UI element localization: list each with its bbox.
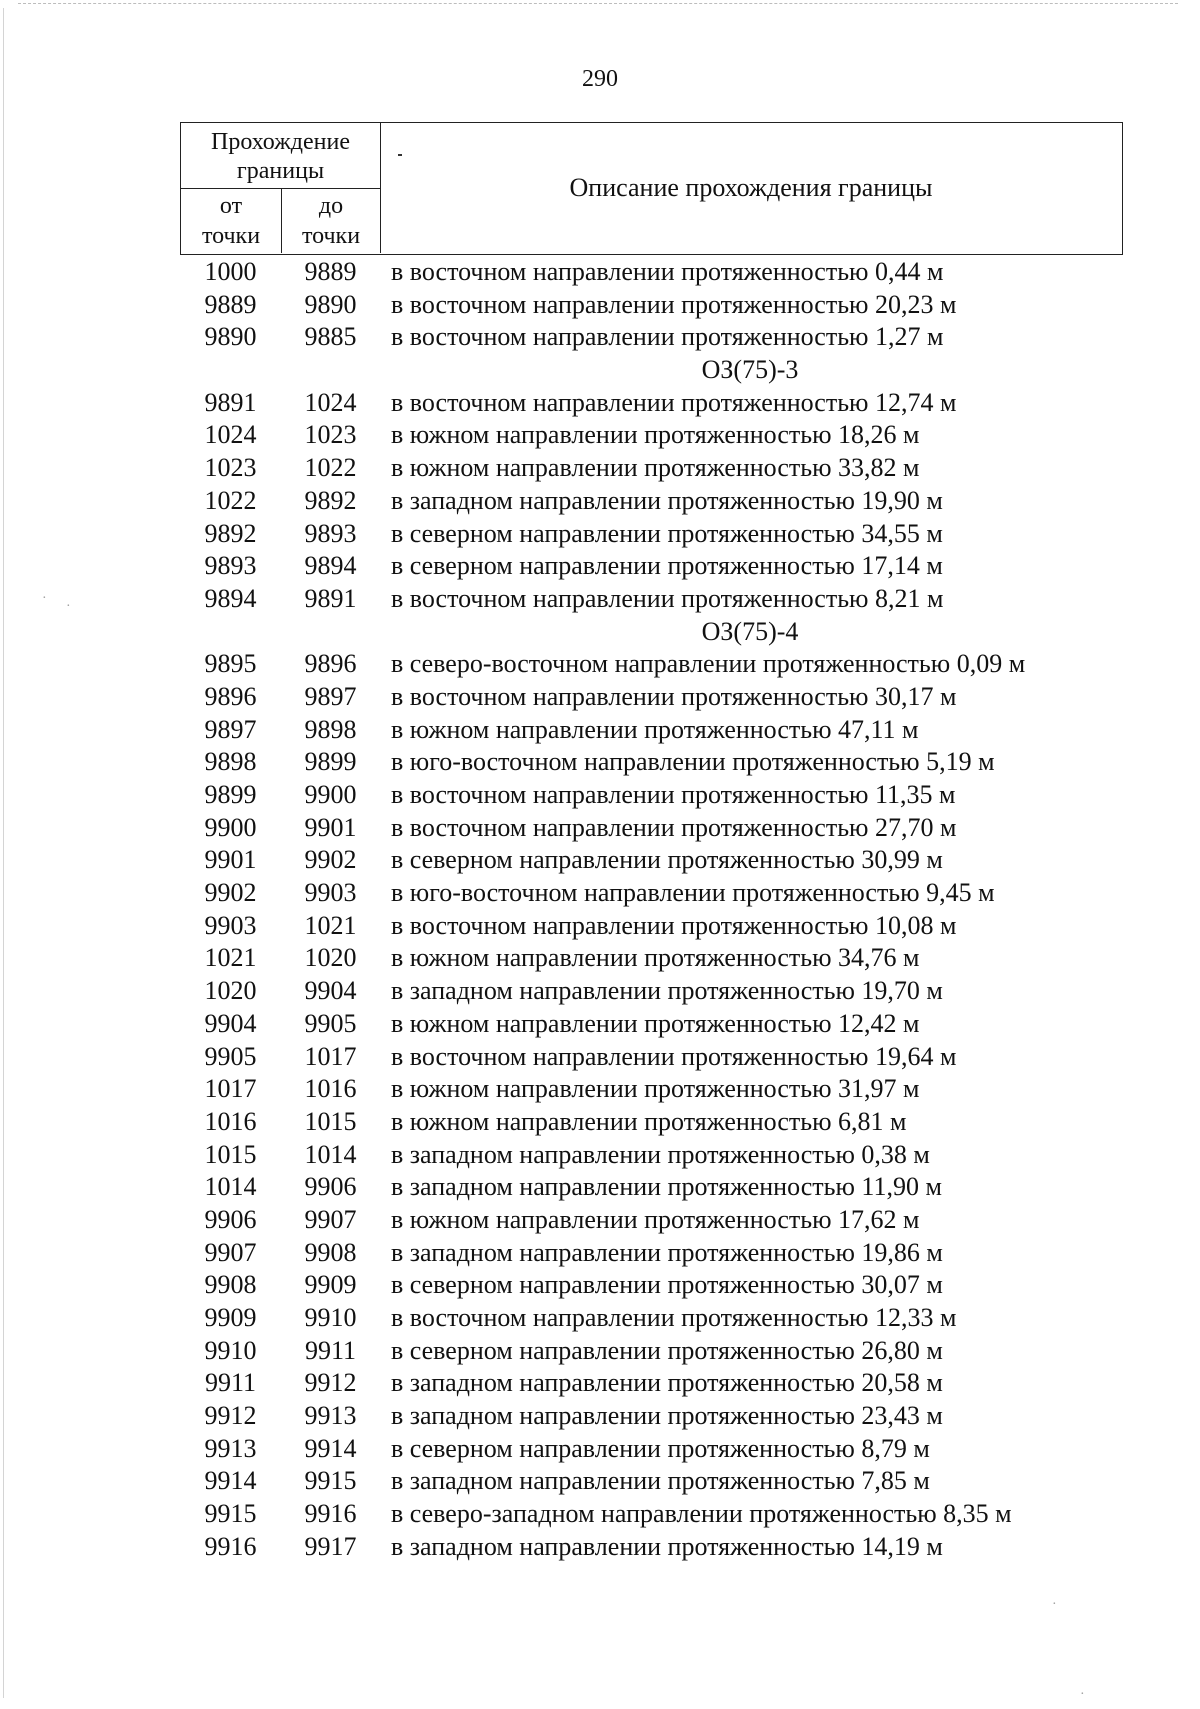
table-row (0, 550, 1200, 583)
to-point-cell: 9891 (304, 583, 357, 613)
from-point-cell: 9916 (204, 1531, 257, 1561)
section-heading-row (0, 616, 1200, 649)
from-point-cell: 9904 (204, 1008, 257, 1038)
table-row (0, 1269, 1200, 1302)
to-point-cell: 9911 (304, 1335, 357, 1365)
description-cell: в южном направлении протяженностью 34,76 м (391, 943, 920, 973)
header-to-point (282, 189, 381, 253)
from-point-cell: 9896 (204, 681, 257, 711)
from-point-cell: 9915 (204, 1499, 257, 1529)
from-point-cell: 9890 (204, 322, 257, 352)
to-point-cell: 9889 (304, 257, 357, 286)
from-point-cell: 9910 (204, 1335, 257, 1365)
to-point-cell: 9903 (304, 878, 357, 908)
description-cell: в восточном направлении протяженностью 1,27 м (391, 322, 944, 352)
description-cell: в южном направлении протяженностью 18,26 м (391, 420, 920, 450)
from-point-cell: 9908 (204, 1270, 257, 1300)
header-passage-line2: границы (236, 158, 325, 184)
to-point-cell: 9894 (304, 551, 357, 581)
description-cell: в южном направлении протяженностью 17,62 м (391, 1204, 920, 1234)
to-point-cell: 1021 (304, 910, 357, 940)
from-point-cell: 9895 (204, 649, 257, 679)
to-point-cell: 1016 (304, 1074, 357, 1104)
from-point-cell: 1021 (204, 943, 257, 973)
table-row (0, 485, 1200, 518)
table-row (0, 779, 1200, 812)
to-point-cell: 1015 (304, 1106, 357, 1136)
to-point-cell: 9890 (304, 289, 357, 319)
description-cell: в северном направлении протяженностью 34,55 м (391, 518, 943, 548)
table-row (0, 714, 1200, 747)
from-point-cell: 9893 (204, 551, 257, 581)
description-cell: в западном направлении протяженностью 0,38 м (391, 1139, 930, 1169)
table-row (0, 1171, 1200, 1204)
to-point-cell: 9897 (304, 681, 357, 711)
from-point-cell: 1017 (204, 1074, 257, 1104)
from-point-cell: 1015 (204, 1139, 257, 1169)
description-cell: в северном направлении протяженностью 30,07 м (391, 1270, 943, 1300)
from-point-cell: 1000 (204, 257, 257, 286)
description-cell: в юго-восточном направлении протяженностью 9,45 м (391, 878, 995, 908)
from-point-cell: 9913 (204, 1433, 257, 1463)
to-point-cell: 9896 (304, 649, 357, 679)
header-from-line1: от (219, 193, 243, 219)
table-row (0, 321, 1200, 354)
section-title: ОЗ(75)-4 (701, 616, 799, 646)
table-row (0, 746, 1200, 779)
from-point-cell: 9909 (204, 1303, 257, 1332)
from-point-cell: 9900 (204, 812, 257, 842)
scan-speck: · (42, 591, 47, 606)
to-point-cell: 1022 (304, 453, 357, 483)
table-row (0, 910, 1200, 943)
description-cell: в северо-восточном направлении протяженностью 0,09 м (391, 649, 1026, 679)
to-point-cell: 9910 (304, 1303, 357, 1332)
to-point-cell: 9912 (304, 1368, 357, 1398)
from-point-cell: 9903 (204, 910, 257, 940)
to-point-cell: 9914 (304, 1433, 357, 1463)
table-row (0, 877, 1200, 910)
description-cell: в северо-западном направлении протяженностью 8,35 м (391, 1499, 1012, 1529)
to-point-cell: 1024 (304, 387, 357, 417)
from-point-cell: 9891 (204, 387, 257, 417)
from-point-cell: 9905 (204, 1041, 257, 1071)
table-row (0, 1073, 1200, 1106)
table-row (0, 583, 1200, 616)
from-point-cell: 9907 (204, 1237, 257, 1267)
table-row (0, 942, 1200, 975)
to-point-cell: 9915 (304, 1466, 357, 1496)
from-point-cell: 1016 (204, 1106, 257, 1136)
description-cell: в западном направлении протяженностью 14,19 м (391, 1531, 943, 1561)
description-cell: в северном направлении протяженностью 26,80 м (391, 1335, 943, 1365)
description-cell: в восточном направлении протяженностью 20,23 м (391, 289, 957, 319)
description-cell: в западном направлении протяженностью 19,70 м (391, 976, 943, 1006)
description-cell: в восточном направлении протяженностью 0,44 м (391, 257, 944, 286)
to-point-cell: 9898 (304, 714, 357, 744)
table-row (0, 844, 1200, 877)
table-header (180, 122, 1123, 255)
from-point-cell: 9889 (204, 289, 257, 319)
description-cell: в северном направлении протяженностью 17,14 м (391, 551, 943, 581)
page-number: 290 (582, 66, 618, 92)
description-cell: в восточном направлении протяженностью 10,08 м (391, 910, 957, 940)
description-cell: в западном направлении протяженностью 23,43 м (391, 1401, 943, 1431)
to-point-cell: 9916 (304, 1499, 357, 1529)
description-cell: в восточном направлении протяженностью 19,64 м (391, 1041, 957, 1071)
boundary-table-body (0, 256, 1200, 1564)
scan-speck: · (66, 599, 71, 614)
from-point-cell: 9912 (204, 1401, 257, 1431)
table-row (0, 1335, 1200, 1368)
table-row (0, 1400, 1200, 1433)
description-cell: в восточном направлении протяженностью 12,74 м (391, 387, 957, 417)
to-point-cell: 1020 (304, 943, 357, 973)
from-point-cell: 9898 (204, 747, 257, 777)
description-cell: в западном направлении протяженностью 19,90 м (391, 485, 943, 515)
from-point-cell: 1022 (204, 485, 257, 515)
table-row (0, 1302, 1200, 1335)
to-point-cell: 9917 (304, 1531, 357, 1561)
from-point-cell: 9902 (204, 878, 257, 908)
description-cell: в восточном направлении протяженностью 11,35 м (391, 780, 956, 809)
table-row (0, 1237, 1200, 1270)
header-to-line2: точки (301, 223, 361, 249)
from-point-cell: 1014 (204, 1172, 257, 1202)
to-point-cell: 9902 (304, 845, 357, 875)
table-row (0, 1433, 1200, 1466)
to-point-cell: 9893 (304, 518, 357, 548)
description-cell: в западном направлении протяженностью 20,58 м (391, 1368, 943, 1398)
from-point-cell: 9897 (204, 714, 257, 744)
description-cell: в южном направлении протяженностью 6,81 м (391, 1106, 907, 1136)
to-point-cell: 9901 (304, 812, 357, 842)
header-boundary-passage (181, 123, 381, 189)
header-description: Описание прохождения границы (569, 173, 933, 202)
table-row (0, 1498, 1200, 1531)
to-point-cell: 9892 (304, 485, 357, 515)
to-point-cell: 9907 (304, 1204, 357, 1234)
description-cell: в восточном направлении протяженностью 12,33 м (391, 1303, 957, 1332)
from-point-cell: 9892 (204, 518, 257, 548)
to-point-cell: 9899 (304, 747, 357, 777)
header-stray-mark (398, 154, 402, 156)
to-point-cell: 9909 (304, 1270, 357, 1300)
from-point-cell: 1020 (204, 976, 257, 1006)
from-point-cell: 9914 (204, 1466, 257, 1496)
table-row (0, 256, 1200, 289)
header-passage-line1: Прохождение (210, 129, 350, 155)
header-to-line1: до (318, 193, 344, 219)
table-row (0, 289, 1200, 322)
description-cell: в юго-восточном направлении протяженностью 5,19 м (391, 747, 995, 777)
section-title: ОЗ(75)-3 (701, 355, 799, 385)
table-row (0, 1465, 1200, 1498)
table-row (0, 1041, 1200, 1074)
from-point-cell: 9911 (204, 1368, 257, 1398)
from-point-cell: 1024 (204, 420, 257, 450)
table-row (0, 518, 1200, 551)
from-point-cell: 9894 (204, 583, 257, 613)
to-point-cell: 9885 (304, 322, 357, 352)
from-point-cell: 9906 (204, 1204, 257, 1234)
table-row (0, 648, 1200, 681)
table-row (0, 1139, 1200, 1172)
table-row (0, 812, 1200, 845)
to-point-cell: 1023 (304, 420, 357, 450)
description-cell: в южном направлении протяженностью 47,11 м (391, 714, 919, 744)
description-cell: в восточном направлении протяженностью 30,17 м (391, 681, 957, 711)
description-cell: в северном направлении протяженностью 30,99 м (391, 845, 943, 875)
description-cell: в южном направлении протяженностью 31,97 м (391, 1074, 920, 1104)
table-row (0, 975, 1200, 1008)
table-row (0, 1367, 1200, 1400)
table-row (0, 452, 1200, 485)
from-point-cell: 1023 (204, 453, 257, 483)
description-cell: в восточном направлении протяженностью 8,21 м (391, 583, 944, 613)
to-point-cell: 9904 (304, 976, 357, 1006)
table-row (0, 387, 1200, 420)
scan-speck: · (1080, 1687, 1085, 1702)
table-row (0, 1531, 1200, 1564)
to-point-cell: 9908 (304, 1237, 357, 1267)
from-point-cell: 9899 (204, 780, 257, 809)
to-point-cell: 1014 (304, 1139, 357, 1169)
to-point-cell: 1017 (304, 1041, 357, 1071)
table-row (0, 681, 1200, 714)
header-from-point (181, 189, 282, 253)
description-cell: в южном направлении протяженностью 33,82 м (391, 453, 920, 483)
description-cell: в северном направлении протяженностью 8,79 м (391, 1433, 930, 1463)
to-point-cell: 9906 (304, 1172, 357, 1202)
table-row (0, 1008, 1200, 1041)
description-cell: в западном направлении протяженностью 7,85 м (391, 1466, 930, 1496)
table-row (0, 1106, 1200, 1139)
table-row (0, 1204, 1200, 1237)
description-cell: в западном направлении протяженностью 19,86 м (391, 1237, 943, 1267)
to-point-cell: 9913 (304, 1401, 357, 1431)
section-heading-row (0, 354, 1200, 387)
scan-edge-top (18, 3, 1178, 4)
description-cell: в восточном направлении протяженностью 27,70 м (391, 812, 957, 842)
header-from-line2: точки (201, 223, 261, 249)
table-row (0, 419, 1200, 452)
description-cell: в западном направлении протяженностью 11,90 м (391, 1172, 942, 1202)
from-point-cell: 9901 (204, 845, 257, 875)
to-point-cell: 9905 (304, 1008, 357, 1038)
to-point-cell: 9900 (304, 780, 357, 809)
description-cell: в южном направлении протяженностью 12,42 м (391, 1008, 920, 1038)
scan-speck: · (1052, 1597, 1057, 1612)
